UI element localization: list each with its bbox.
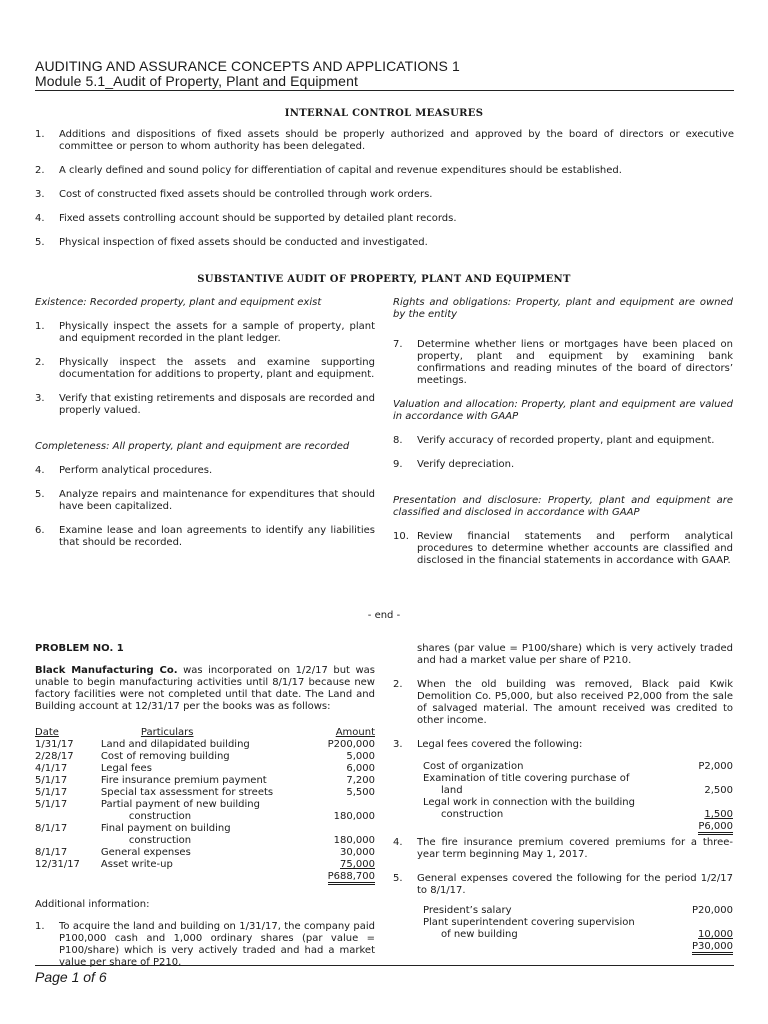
item-number: 3.: [35, 393, 45, 404]
table-row: [35, 739, 375, 751]
list-item: [393, 679, 733, 727]
item-text: Review financial statements and perform analytical procedures to determine whether accounts are classified and disclosed in the financial statements in accordance with GAAP.: [417, 531, 733, 566]
cell-date: [35, 835, 101, 847]
item-number: 5.: [393, 873, 403, 884]
list-item: [35, 213, 734, 225]
col-date-header: Date: [35, 727, 59, 738]
breakdown-label: Legal work in connection with the building: [423, 797, 635, 808]
item-number: 8.: [393, 435, 403, 446]
ledger-total: P688,700: [328, 871, 375, 885]
cell-date: 5/1/17: [35, 799, 68, 810]
item-number: 4.: [393, 837, 403, 848]
item-number: 5.: [35, 489, 45, 500]
general-expenses-total: P30,000: [692, 941, 733, 955]
internal-control-list: [35, 129, 734, 261]
item-number: 1.: [35, 921, 45, 932]
table-row: [35, 847, 375, 859]
list-item: [393, 459, 733, 471]
breakdown-total-row: [423, 821, 733, 833]
item-text: Analyze repairs and maintenance for expenditures that should have been capitalized.: [59, 489, 375, 512]
list-item: [35, 321, 375, 345]
rights-assertion: Rights and obligations: Property, plant and equipment are owned by the entity: [393, 297, 733, 320]
table-row: [35, 823, 375, 835]
item-number: 7.: [393, 339, 403, 350]
cell-date: [35, 811, 101, 823]
page-header: [35, 59, 460, 89]
breakdown-row: [423, 929, 733, 941]
breakdown-row: [423, 785, 733, 797]
additional-info-label: Additional information:: [35, 899, 150, 910]
list-item: [393, 837, 733, 861]
item-text: Examine lease and loan agreements to identify any liabilities that should be recorded.: [59, 525, 375, 548]
item-text: Physical inspection of fixed assets should be conducted and investigated.: [59, 237, 428, 248]
item-text: Cost of constructed fixed assets should be controlled through work orders.: [59, 189, 433, 200]
cell-date: 8/1/17: [35, 847, 68, 858]
cell-amount: 180,000: [333, 835, 375, 846]
cell-amount: [328, 823, 375, 835]
item-number: 1.: [35, 321, 45, 332]
list-item: [35, 129, 734, 153]
table-row: [35, 799, 375, 811]
course-title: AUDITING AND ASSURANCE CONCEPTS AND APPLICATIONS 1: [35, 58, 460, 74]
item-text: Physically inspect the assets and examine supporting documentation for additions to property, plant and equipment.: [59, 357, 375, 380]
cell-particulars: Cost of removing building: [100, 751, 230, 762]
problem-title: PROBLEM NO. 1: [35, 643, 124, 654]
breakdown-label: President’s salary: [423, 905, 512, 916]
table-row: [35, 751, 375, 763]
cell-particulars: General expenses: [100, 847, 191, 858]
breakdown-value: P20,000: [691, 905, 733, 916]
item-number: 2.: [393, 679, 403, 690]
breakdown-row: [423, 809, 733, 821]
table-row: [35, 775, 375, 787]
table-row: [35, 763, 375, 775]
cell-date: 12/31/17: [35, 859, 80, 870]
breakdown-value: 2,500: [704, 785, 733, 796]
ledger-table: [35, 727, 375, 883]
item-number: 3.: [35, 189, 45, 200]
cell-amount: 75,000: [340, 859, 375, 870]
cell-date: 5/1/17: [35, 775, 68, 786]
substantive-right-column: [393, 297, 733, 567]
table-row: [35, 811, 375, 823]
cell-amount: P200,000: [327, 739, 375, 750]
cell-amount: 180,000: [333, 811, 375, 822]
item-text: Verify that existing retirements and disposals are recorded and properly valued.: [59, 393, 375, 416]
cell-particulars: Final payment on building: [100, 823, 231, 834]
company-name: Black Manufacturing Co.: [35, 665, 178, 676]
table-header-row: [35, 727, 375, 739]
item-text: Determine whether liens or mortgages have been placed on property, plant and equipment by examining bank confirmations and reading minutes of the board of directors’ meetings.: [417, 339, 733, 386]
cell-date: 4/1/17: [35, 763, 68, 774]
table-row: [35, 787, 375, 799]
item-text: Verify depreciation.: [417, 459, 515, 470]
problem-left-column: [35, 643, 375, 968]
cell-particulars: Land and dilapidated building: [100, 739, 250, 750]
col-amount-header: Amount: [335, 727, 375, 738]
list-item: [35, 489, 375, 513]
breakdown-row: [423, 917, 733, 929]
end-marker: - end -: [367, 610, 401, 621]
cell-date: 5/1/17: [35, 787, 68, 798]
breakdown-label: Plant superintendent covering supervision: [423, 917, 635, 928]
existence-assertion: Existence: Recorded property, plant and equipment exist: [35, 297, 322, 308]
breakdown-label: Cost of organization: [423, 761, 524, 772]
breakdown-value: [673, 773, 733, 785]
cell-amount: [328, 799, 375, 811]
item-text: When the old building was removed, Black paid Kwik Demolition Co. P5,000, but also received P2,000 from the sale of salvaged material. The amount received was credited to other income.: [417, 679, 733, 726]
item-text: Perform analytical procedures.: [59, 465, 213, 476]
breakdown-row: [423, 905, 733, 917]
table-row: [35, 835, 375, 847]
cell-date: 1/31/17: [35, 739, 74, 750]
module-title: Module 5.1_Audit of Property, Plant and Equipment: [35, 73, 358, 89]
cell-amount: 7,200: [346, 775, 375, 786]
valuation-assertion: Valuation and allocation: Property, plant and equipment are valued in accordance with GAAP: [393, 399, 733, 422]
general-expenses-breakdown: [393, 905, 733, 953]
cell-amount: 5,000: [346, 751, 375, 762]
item-number: 4.: [35, 465, 45, 476]
list-item: [393, 873, 733, 897]
item-text: Legal fees covered the following:: [417, 739, 583, 750]
item-text: shares (par value = P100/share) which is very actively traded and had a market value per share of P210.: [417, 643, 733, 666]
breakdown-label: construction: [441, 809, 504, 820]
item-number: 4.: [35, 213, 45, 224]
list-item: [35, 921, 375, 968]
breakdown-total-row: [423, 941, 733, 953]
item-number: 6.: [35, 525, 45, 536]
substantive-title: SUBSTANTIVE AUDIT OF PROPERTY, PLANT AND EQUIPMENT: [197, 274, 571, 285]
cell-amount: 30,000: [340, 847, 375, 858]
item-text: Additions and dispositions of fixed assets should be properly authorized and approved by the board of directors or executive committee or person to whom authority has been delegated.: [59, 129, 734, 152]
cell-particulars: construction: [128, 811, 192, 822]
breakdown-value: [673, 797, 733, 809]
breakdown-value: 1,500: [704, 809, 733, 820]
item-number: 5.: [35, 237, 45, 248]
cell-amount: 6,000: [346, 763, 375, 774]
item-number: 1.: [35, 129, 45, 140]
list-item: [35, 393, 375, 417]
list-item: [35, 465, 375, 477]
footer-divider: [35, 965, 734, 966]
item-text: Verify accuracy of recorded property, plant and equipment.: [417, 435, 715, 446]
list-item: [393, 531, 733, 567]
item-text: The fire insurance premium covered premiums for a three-year term beginning May 1, 2017.: [417, 837, 733, 860]
problem-right-column: [393, 643, 733, 953]
breakdown-value: P2,000: [698, 761, 733, 772]
breakdown-label: of new building: [441, 929, 518, 940]
substantive-left-column: [35, 297, 375, 549]
item-number: 2.: [35, 165, 45, 176]
cell-date: 2/28/17: [35, 751, 74, 762]
list-item: [393, 435, 733, 447]
problem-intro: [35, 665, 375, 713]
col-particulars-header: Particulars: [140, 727, 194, 738]
item-text: To acquire the land and building on 1/31/17, the company paid P100,000 cash and 1,000 ordinary shares (par value = P100/share) which is very actively traded and had a market value per share of P210.: [59, 921, 375, 968]
item-text: A clearly defined and sound policy for differentiation of capital and revenue expenditures should be established.: [59, 165, 622, 176]
list-item: [393, 339, 733, 387]
item-number: 3.: [393, 739, 403, 750]
page-number: Page 1 of 6: [35, 969, 107, 985]
cell-particulars: Fire insurance premium payment: [100, 775, 267, 786]
table-row: [35, 859, 375, 871]
breakdown-row: [423, 761, 733, 773]
cell-particulars: Special tax assessment for streets: [100, 787, 274, 798]
cell-particulars: Partial payment of new building: [100, 799, 260, 810]
list-item: [35, 189, 734, 201]
header-divider: [35, 90, 734, 91]
item-number: 10.: [393, 531, 409, 542]
internal-control-title: INTERNAL CONTROL MEASURES: [284, 108, 484, 119]
item-number: 2.: [35, 357, 45, 368]
cell-particulars: Asset write-up: [100, 859, 173, 870]
breakdown-label: Examination of title covering purchase of: [423, 773, 630, 784]
intro-text: was incorporated on 1/2/17 but was unable to begin manufacturing activities until 8/1/17 because new factory facilities were not completed until that date. The Land and Building account at 12/31/17 per the books was as follows:: [35, 665, 375, 712]
legal-fees-breakdown: [393, 761, 733, 833]
legal-fees-total: P6,000: [698, 821, 733, 835]
table-total-row: [35, 871, 375, 883]
breakdown-value: [673, 917, 733, 929]
list-item: [35, 237, 734, 249]
item-text: General expenses covered the following for the period 1/2/17 to 8/1/17.: [417, 873, 733, 896]
completeness-assertion: Completeness: All property, plant and equipment are recorded: [35, 441, 350, 452]
list-item-continued: [393, 643, 733, 667]
breakdown-label: land: [441, 785, 463, 796]
breakdown-row: [423, 797, 733, 809]
item-text: Physically inspect the assets for a sample of property, plant and equipment recorded in the plant ledger.: [59, 321, 375, 344]
list-item: [35, 165, 734, 177]
cell-amount: 5,500: [346, 787, 375, 798]
cell-date: 8/1/17: [35, 823, 68, 834]
list-item: [393, 739, 733, 751]
list-item: [35, 525, 375, 549]
cell-particulars: Legal fees: [100, 763, 152, 774]
presentation-assertion: Presentation and disclosure: Property, plant and equipment are classified and disclosed in accordance with GAAP: [393, 495, 733, 518]
item-text: Fixed assets controlling account should be supported by detailed plant records.: [59, 213, 457, 224]
item-number: 9.: [393, 459, 403, 470]
breakdown-value: 10,000: [698, 929, 733, 940]
breakdown-row: [423, 773, 733, 785]
list-item: [35, 357, 375, 381]
cell-particulars: construction: [128, 835, 192, 846]
